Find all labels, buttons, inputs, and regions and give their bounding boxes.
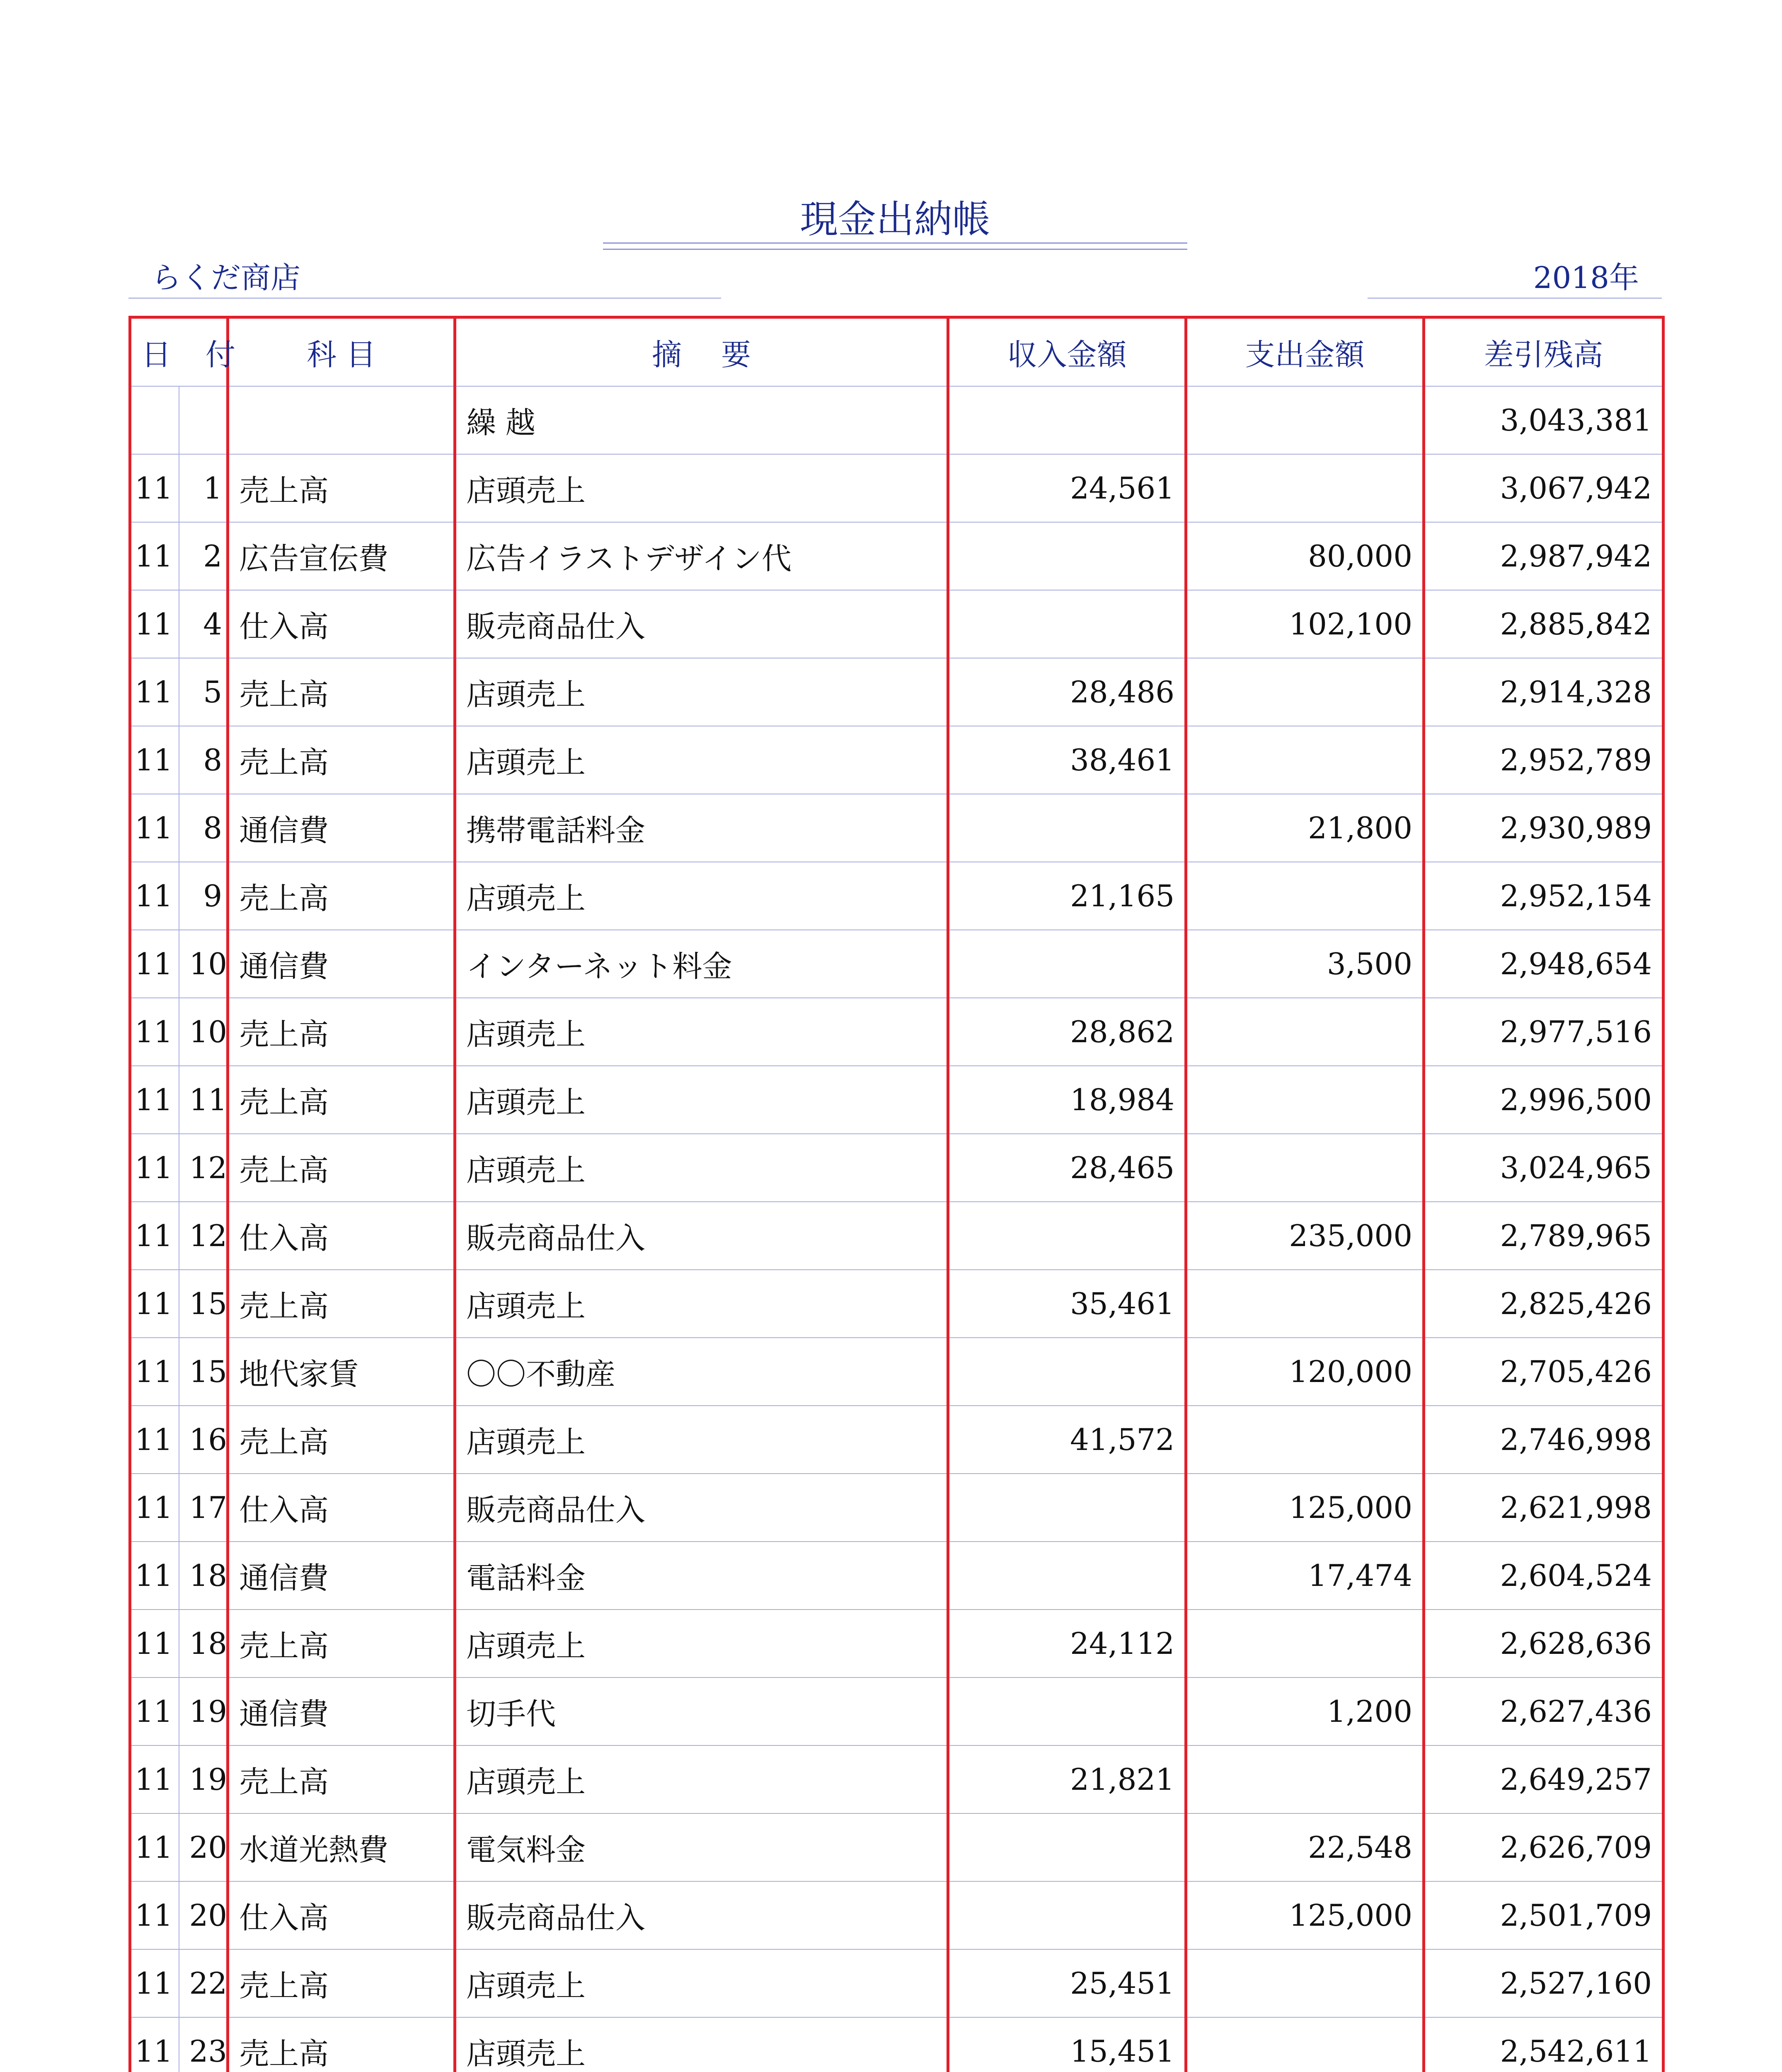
cell-description: 店頭売上 (455, 1270, 948, 1338)
cell-expense (1186, 1610, 1424, 1677)
cell-month: 11 (130, 1270, 179, 1338)
cell-account: 売上高 (228, 1270, 455, 1338)
cell-income: 25,451 (948, 1949, 1186, 2017)
cell-income (948, 1881, 1186, 1949)
cell-expense (1186, 998, 1424, 1066)
cell-balance: 2,746,998 (1424, 1406, 1663, 1474)
cell-account: 通信費 (228, 1542, 455, 1610)
cell-account: 売上高 (228, 998, 455, 1066)
cell-description: 店頭売上 (455, 454, 948, 522)
cell-day: 20 (179, 1881, 228, 1949)
cell-description: 電話料金 (455, 1542, 948, 1610)
cell-income: 21,165 (948, 862, 1186, 930)
table-row (130, 1474, 1663, 1542)
cell-description: 販売商品仕入 (455, 1474, 948, 1542)
cash-ledger-table (128, 316, 1665, 2072)
cell-income (948, 794, 1186, 862)
cell-income (948, 1542, 1186, 1610)
cell-income: 35,461 (948, 1270, 1186, 1338)
cell-description: 店頭売上 (455, 998, 948, 1066)
cell-day: 18 (179, 1610, 228, 1677)
cell-day: 11 (179, 1066, 228, 1134)
table-row (130, 522, 1663, 590)
cell-balance: 2,621,998 (1424, 1474, 1663, 1542)
cell-income: 24,561 (948, 454, 1186, 522)
cell-month: 11 (130, 1066, 179, 1134)
cell-description: 店頭売上 (455, 1406, 948, 1474)
cell-day: 17 (179, 1474, 228, 1542)
cell-balance: 2,626,709 (1424, 1813, 1663, 1881)
table-row (130, 1338, 1663, 1406)
cell-expense: 235,000 (1186, 1202, 1424, 1270)
cell-day: 12 (179, 1134, 228, 1202)
cell-month: 11 (130, 1949, 179, 2017)
cell-account (228, 386, 455, 454)
cell-income (948, 1338, 1186, 1406)
header-description: 摘 要 (455, 317, 948, 386)
table-row (130, 1745, 1663, 1813)
cell-day: 19 (179, 1745, 228, 1813)
cell-month: 11 (130, 1338, 179, 1406)
table-row (130, 454, 1663, 522)
cell-description: 携帯電話料金 (455, 794, 948, 862)
table-row (130, 1677, 1663, 1745)
cell-income (948, 1202, 1186, 1270)
cell-account: 広告宣伝費 (228, 522, 455, 590)
table-row (130, 1881, 1663, 1949)
cell-expense (1186, 1406, 1424, 1474)
cell-account: 水道光熱費 (228, 1813, 455, 1881)
table-row (130, 1949, 1663, 2017)
cell-income (948, 1813, 1186, 1881)
cell-balance: 2,789,965 (1424, 1202, 1663, 1270)
cell-description: 販売商品仕入 (455, 1881, 948, 1949)
cell-description: 〇〇不動産 (455, 1338, 948, 1406)
cell-description: 切手代 (455, 1677, 948, 1745)
cell-day: 10 (179, 930, 228, 998)
cell-description: 店頭売上 (455, 1066, 948, 1134)
table-row (130, 386, 1663, 454)
cell-description: 店頭売上 (455, 1610, 948, 1677)
cell-expense (1186, 1066, 1424, 1134)
cell-expense (1186, 658, 1424, 726)
cell-description: 店頭売上 (455, 1134, 948, 1202)
cell-balance: 2,996,500 (1424, 1066, 1663, 1134)
cell-month: 11 (130, 1134, 179, 1202)
cell-balance: 3,067,942 (1424, 454, 1663, 522)
cell-expense: 21,800 (1186, 794, 1424, 862)
cell-description: 店頭売上 (455, 726, 948, 794)
cell-day: 16 (179, 1406, 228, 1474)
cell-account: 売上高 (228, 1066, 455, 1134)
cell-account: 売上高 (228, 1406, 455, 1474)
table-row (130, 2017, 1663, 2072)
cell-month: 11 (130, 1745, 179, 1813)
cell-income: 28,465 (948, 1134, 1186, 1202)
cell-expense: 125,000 (1186, 1881, 1424, 1949)
cell-month: 11 (130, 658, 179, 726)
cell-expense: 120,000 (1186, 1338, 1424, 1406)
table-row (130, 1202, 1663, 1270)
cell-income (948, 930, 1186, 998)
cell-expense (1186, 862, 1424, 930)
cell-account: 売上高 (228, 1949, 455, 2017)
cell-expense: 1,200 (1186, 1677, 1424, 1745)
cell-month: 11 (130, 862, 179, 930)
cell-balance: 2,952,789 (1424, 726, 1663, 794)
cell-balance: 2,885,842 (1424, 590, 1663, 658)
cell-month: 11 (130, 794, 179, 862)
cell-description: 店頭売上 (455, 1745, 948, 1813)
ledger-body (130, 386, 1663, 2072)
cell-description: インターネット料金 (455, 930, 948, 998)
table-row (130, 590, 1663, 658)
cell-description: 販売商品仕入 (455, 590, 948, 658)
cell-balance: 3,043,381 (1424, 386, 1663, 454)
ledger-year: 2018年 (1533, 260, 1639, 295)
cell-day: 23 (179, 2017, 228, 2072)
title-underline (603, 242, 1187, 250)
cell-balance: 2,825,426 (1424, 1270, 1663, 1338)
cell-day: 22 (179, 1949, 228, 2017)
header-expense: 支出金額 (1186, 317, 1424, 386)
cell-expense: 102,100 (1186, 590, 1424, 658)
cell-account: 売上高 (228, 658, 455, 726)
table-row (130, 1066, 1663, 1134)
cell-month: 11 (130, 726, 179, 794)
cell-description: 店頭売上 (455, 2017, 948, 2072)
cell-account: 仕入高 (228, 1202, 455, 1270)
cell-balance: 2,628,636 (1424, 1610, 1663, 1677)
cell-expense (1186, 1270, 1424, 1338)
cell-month: 11 (130, 2017, 179, 2072)
cell-month: 11 (130, 1542, 179, 1610)
cell-description: 店頭売上 (455, 862, 948, 930)
cell-account: 売上高 (228, 2017, 455, 2072)
cell-day: 15 (179, 1338, 228, 1406)
cell-account: 売上高 (228, 726, 455, 794)
header-balance: 差引残高 (1424, 317, 1663, 386)
cell-day: 8 (179, 726, 228, 794)
cell-expense (1186, 2017, 1424, 2072)
header-account: 科 目 (228, 317, 455, 386)
cell-month (130, 386, 179, 454)
cell-balance: 2,977,516 (1424, 998, 1663, 1066)
table-row (130, 658, 1663, 726)
table-row (130, 998, 1663, 1066)
page-title: 現金出納帳 (799, 197, 990, 242)
cell-account: 仕入高 (228, 1474, 455, 1542)
cell-income: 41,572 (948, 1406, 1186, 1474)
cell-expense (1186, 454, 1424, 522)
table-row (130, 862, 1663, 930)
cell-account: 地代家賃 (228, 1338, 455, 1406)
cell-day: 1 (179, 454, 228, 522)
cell-balance: 2,930,989 (1424, 794, 1663, 862)
cell-balance: 2,501,709 (1424, 1881, 1663, 1949)
cell-account: 売上高 (228, 454, 455, 522)
cell-month: 11 (130, 930, 179, 998)
cell-month: 11 (130, 454, 179, 522)
cell-income (948, 522, 1186, 590)
cell-expense: 17,474 (1186, 1542, 1424, 1610)
cell-expense (1186, 1949, 1424, 2017)
table-row (130, 1406, 1663, 1474)
table-row (130, 1813, 1663, 1881)
cell-description: 店頭売上 (455, 1949, 948, 2017)
cell-account: 通信費 (228, 1677, 455, 1745)
cell-month: 11 (130, 522, 179, 590)
cell-balance: 2,914,328 (1424, 658, 1663, 726)
cell-month: 11 (130, 590, 179, 658)
cell-account: 通信費 (228, 794, 455, 862)
cell-balance: 2,527,160 (1424, 1949, 1663, 2017)
cell-expense: 3,500 (1186, 930, 1424, 998)
header-income: 収入金額 (948, 317, 1186, 386)
cell-balance: 2,952,154 (1424, 862, 1663, 930)
cell-expense (1186, 1134, 1424, 1202)
cell-income: 18,984 (948, 1066, 1186, 1134)
cell-expense (1186, 726, 1424, 794)
cell-account: 売上高 (228, 862, 455, 930)
table-row (130, 1270, 1663, 1338)
cell-description: 広告イラストデザイン代 (455, 522, 948, 590)
cell-expense: 125,000 (1186, 1474, 1424, 1542)
table-row (130, 726, 1663, 794)
cell-income: 38,461 (948, 726, 1186, 794)
cell-month: 11 (130, 1474, 179, 1542)
cell-description: 店頭売上 (455, 658, 948, 726)
cell-account: 売上高 (228, 1745, 455, 1813)
cell-income (948, 590, 1186, 658)
cell-income (948, 1677, 1186, 1745)
cell-day: 4 (179, 590, 228, 658)
table-row (130, 1134, 1663, 1202)
cell-day: 18 (179, 1542, 228, 1610)
cell-day: 9 (179, 862, 228, 930)
cell-balance: 3,024,965 (1424, 1134, 1663, 1202)
cell-expense: 80,000 (1186, 522, 1424, 590)
cell-account: 仕入高 (228, 1881, 455, 1949)
cell-day: 20 (179, 1813, 228, 1881)
cell-balance: 2,604,524 (1424, 1542, 1663, 1610)
cell-month: 11 (130, 1677, 179, 1745)
table-header-row (130, 317, 1663, 386)
cell-account: 売上高 (228, 1134, 455, 1202)
cell-month: 11 (130, 1202, 179, 1270)
cell-account: 売上高 (228, 1610, 455, 1677)
cell-day (179, 386, 228, 454)
cell-day: 12 (179, 1202, 228, 1270)
cell-account: 仕入高 (228, 590, 455, 658)
cell-description: 繰 越 (455, 386, 948, 454)
table-row (130, 930, 1663, 998)
cell-balance: 2,987,942 (1424, 522, 1663, 590)
cell-account: 通信費 (228, 930, 455, 998)
cell-day: 5 (179, 658, 228, 726)
header-date: 日 付 (130, 317, 228, 386)
cell-balance: 2,627,436 (1424, 1677, 1663, 1745)
cell-expense (1186, 386, 1424, 454)
cell-day: 10 (179, 998, 228, 1066)
cell-balance: 2,705,426 (1424, 1338, 1663, 1406)
shop-name-underline (128, 298, 721, 299)
table-row (130, 1610, 1663, 1677)
cell-month: 11 (130, 1610, 179, 1677)
cell-income: 15,451 (948, 2017, 1186, 2072)
cell-month: 11 (130, 998, 179, 1066)
table-row (130, 794, 1663, 862)
cell-month: 11 (130, 1813, 179, 1881)
cell-income: 28,486 (948, 658, 1186, 726)
cell-description: 電気料金 (455, 1813, 948, 1881)
cell-day: 8 (179, 794, 228, 862)
cell-income: 28,862 (948, 998, 1186, 1066)
cell-expense: 22,548 (1186, 1813, 1424, 1881)
cell-income (948, 386, 1186, 454)
cell-day: 19 (179, 1677, 228, 1745)
table-row (130, 1542, 1663, 1610)
cell-balance: 2,948,654 (1424, 930, 1663, 998)
cell-day: 2 (179, 522, 228, 590)
cell-description: 販売商品仕入 (455, 1202, 948, 1270)
cell-day: 15 (179, 1270, 228, 1338)
cell-month: 11 (130, 1406, 179, 1474)
shop-name: らくだ商店 (151, 260, 301, 295)
cell-balance: 2,649,257 (1424, 1745, 1663, 1813)
cell-expense (1186, 1745, 1424, 1813)
cell-income: 21,821 (948, 1745, 1186, 1813)
cell-income: 24,112 (948, 1610, 1186, 1677)
cell-month: 11 (130, 1881, 179, 1949)
cell-income (948, 1474, 1186, 1542)
ledger-year-underline (1368, 298, 1662, 299)
cell-balance: 2,542,611 (1424, 2017, 1663, 2072)
